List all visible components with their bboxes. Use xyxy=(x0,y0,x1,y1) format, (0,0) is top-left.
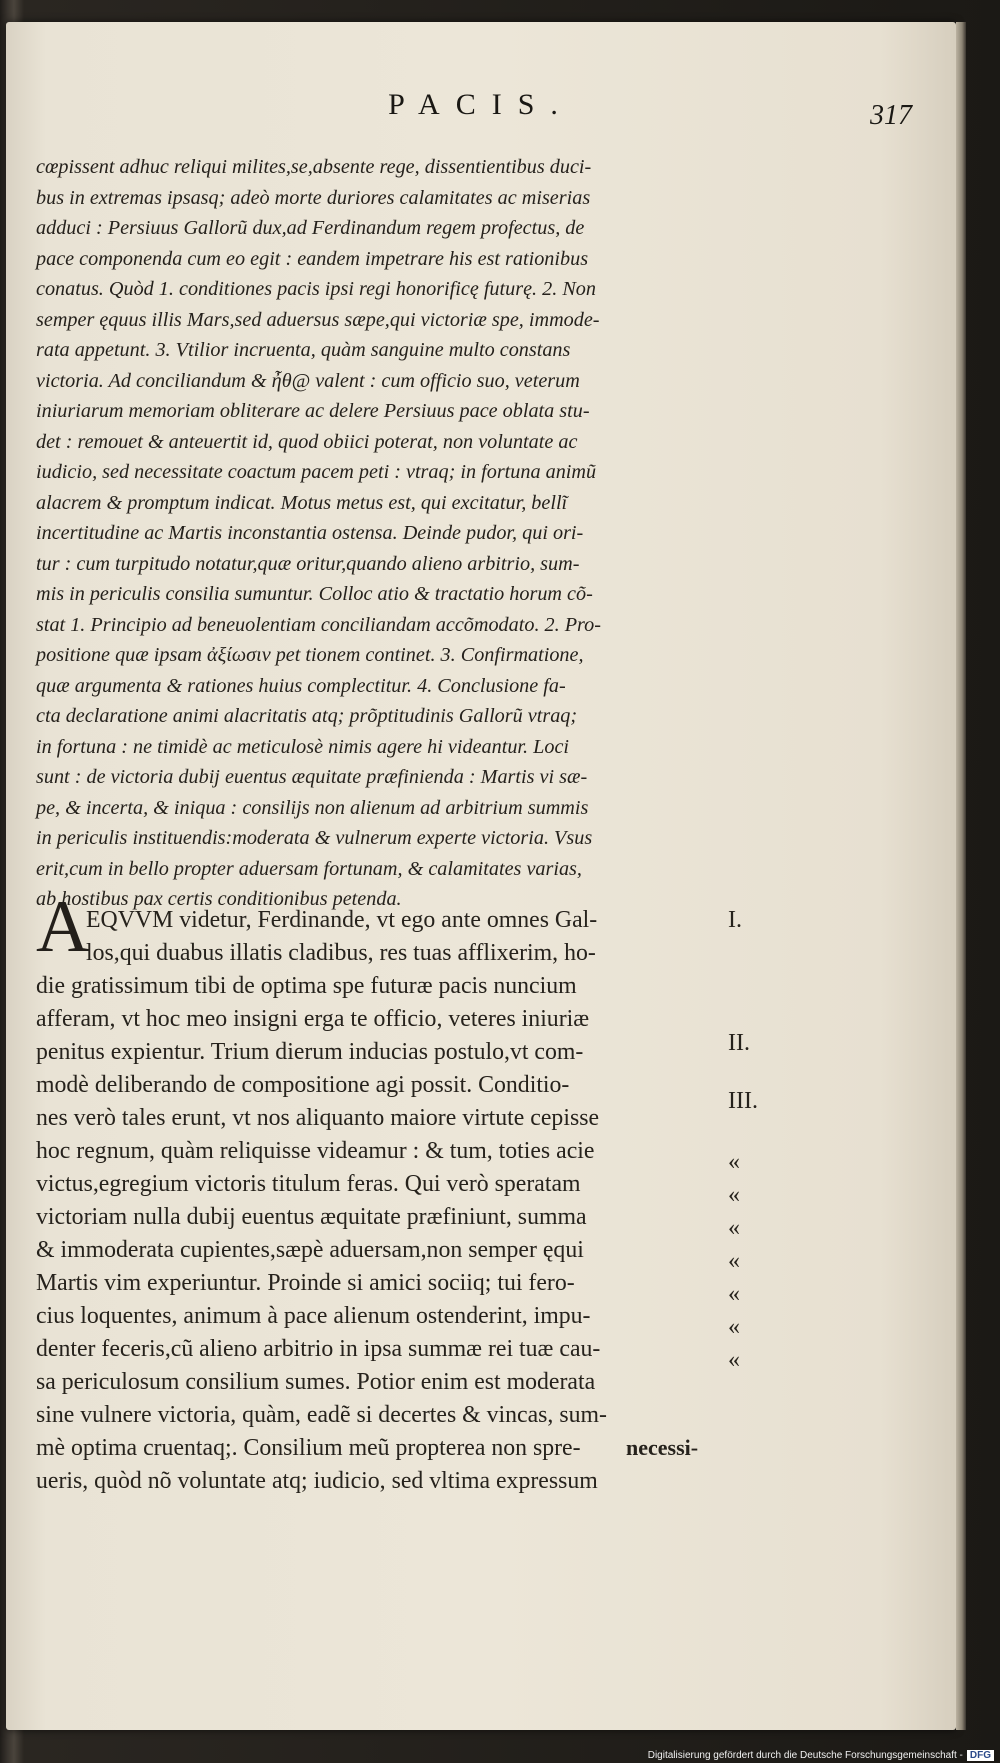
text-line: ueris, quòd nõ voluntate atq; iudicio, sed vltima expressum xyxy=(36,1468,598,1494)
summary-line: stat 1. Principio ad beneuolentiam conciliandam accõmodato. 2. Pro- xyxy=(36,613,601,636)
summary-line: in fortuna : ne timidè ac meticulosè nimis agere hi videantur. Loci xyxy=(36,735,570,758)
text-line: hoc regnum, quàm reliquisse videamur : & tum, toties acie xyxy=(36,1138,595,1164)
summary-line: cœpissent adhuc reliqui milites,se,absente rege, dissentientibus duci- xyxy=(36,156,592,178)
page-edge xyxy=(956,22,966,1730)
summary-line: pace componenda cum eo egit : eandem impetrare his est rationibus xyxy=(36,247,589,270)
catchword: necessi- xyxy=(626,1435,699,1460)
argument-summary xyxy=(36,152,726,915)
text-line: modè deliberando de compositione agi possit. Conditio- xyxy=(36,1072,570,1098)
text-line: denter feceris,cũ alieno arbitrio in ipsa summæ rei tuæ cau- xyxy=(36,1336,601,1362)
summary-line: det : remouet & anteuertit id, quod obiici poterat, non voluntate ac xyxy=(36,430,578,453)
section-marker-2: II. xyxy=(728,1030,750,1056)
text-line: los,qui duabus illatis cladibus, res tuas afflixerim, ho- xyxy=(86,940,596,966)
quote-mark: « xyxy=(728,1182,740,1208)
summary-line: alacrem & promptum indicat. Motus metus est, qui excitatur, bellĩ xyxy=(36,491,568,514)
summary-line: ab hostibus pax certis conditionibus petenda. xyxy=(36,888,402,910)
summary-line: rata appetunt. 3. Vtilior incruenta, quàm sanguine multo constans xyxy=(36,339,571,361)
summary-line: erit,cum in bello propter aduersam fortunam, & calamitates varias, xyxy=(36,857,582,880)
text-line: die gratissimum tibi de optima spe futuræ pacis nuncium xyxy=(36,973,577,999)
quote-mark: « xyxy=(728,1248,740,1274)
summary-line: pe, & incerta, & iniqua : consilijs non alienum ad arbitrium summis xyxy=(36,796,589,819)
summary-line: incertitudine ac Martis inconstantia ostensa. Deinde pudor, qui ori- xyxy=(36,522,584,544)
oration-text xyxy=(36,904,732,1498)
quote-mark: « xyxy=(728,1215,740,1241)
text-line: Martis vim experiuntur. Proinde si amici sociiq; tui fero- xyxy=(36,1270,575,1296)
text-line: mè optima cruentaq;. Consilium meũ propterea non spre- xyxy=(36,1435,581,1461)
summary-line: iniuriarum memoriam obliterare ac delere Persiuus pace oblata stu- xyxy=(36,400,590,422)
summary-line: quæ argumenta & rationes huius complectitur. 4. Conclusione fa- xyxy=(36,674,566,697)
summary-line: bus in extremas ipsasq; adeò morte duriores calamitates ac miserias xyxy=(36,186,591,209)
text-line: EQVVM videtur, Ferdinande, vt ego ante omnes Gal- xyxy=(86,907,598,933)
quote-mark: « xyxy=(728,1347,740,1373)
summary-line: in periculis instituendis:moderata & vulnerum experte victoria. Vsus xyxy=(36,827,593,849)
summary-line: tur : cum turpitudo notatur,quæ oritur,quando alieno arbitrio, sum- xyxy=(36,552,580,575)
running-title: PACIS. xyxy=(388,88,574,121)
text-line: nes verò tales erunt, vt nos aliquanto maiore virtute cepisse xyxy=(36,1105,600,1131)
summary-line: cta declaratione animi alacritatis atq; prõptitudinis Gallorũ vtraq; xyxy=(36,705,578,727)
summary-line: positione quæ ipsam ἀξίωσιν pet tionem continet. 3. Confirmatione, xyxy=(36,644,584,666)
section-marker-1: I. xyxy=(728,907,742,933)
page-number: 317 xyxy=(870,100,912,131)
summary-line: iudicio, sed necessitate coactum pacem peti : vtraq; in fortuna animũ xyxy=(36,461,597,483)
text-line: sine vulnere victoria, quàm, eadẽ si decertes & vincas, sum- xyxy=(36,1402,607,1428)
text-line: sa periculosum consilium sumes. Potior enim est moderata xyxy=(36,1369,596,1395)
text-line: penitus expientur. Trium dierum inducias postulo,vt com- xyxy=(36,1039,584,1065)
summary-line: victoria. Ad conciliandum & ἦθ@ valent : cum officio suo, veterum xyxy=(36,369,580,392)
quote-mark: « xyxy=(728,1314,740,1340)
summary-line: adduci : Persiuus Gallorũ dux,ad Ferdinandum regem profectus, de xyxy=(36,217,585,239)
quote-mark: « xyxy=(728,1281,740,1307)
text-line: & immoderata cupientes,sæpè aduersam,non semper ęqui xyxy=(36,1237,584,1263)
book-page xyxy=(6,22,956,1730)
credit-text: Digitalisierung gefördert durch die Deutsche Forschungsgemeinschaft - xyxy=(647,1750,963,1761)
text-line: victoriam nulla dubij euentus æquitate præfiniunt, summa xyxy=(36,1204,587,1230)
drop-capital: A xyxy=(36,886,90,968)
section-marker-3: III. xyxy=(728,1088,758,1114)
quote-mark: « xyxy=(728,1149,740,1175)
summary-line: semper ęquus illis Mars,sed aduersus sæpe,qui victoriæ spe, immode- xyxy=(36,308,600,331)
text-line: afferam, vt hoc meo insigni erga te officio, veteres iniuriæ xyxy=(36,1006,590,1032)
digitization-credit xyxy=(648,1750,994,1761)
text-line: cius loquentes, animum à pace alienum ostenderint, impu- xyxy=(36,1303,591,1329)
summary-line: sunt : de victoria dubij euentus æquitate præfinienda : Martis vi sæ- xyxy=(36,766,588,788)
dfg-logo: DFG xyxy=(967,1750,994,1761)
text-line: victus,egregium victoris titulum feras. Qui verò speratam xyxy=(36,1171,581,1197)
summary-line: mis in periculis consilia sumuntur. Colloc atio & tractatio horum cõ- xyxy=(36,583,593,605)
summary-line: conatus. Quòd 1. conditiones pacis ipsi regi honorificę futurę. 2. Non xyxy=(36,278,596,300)
